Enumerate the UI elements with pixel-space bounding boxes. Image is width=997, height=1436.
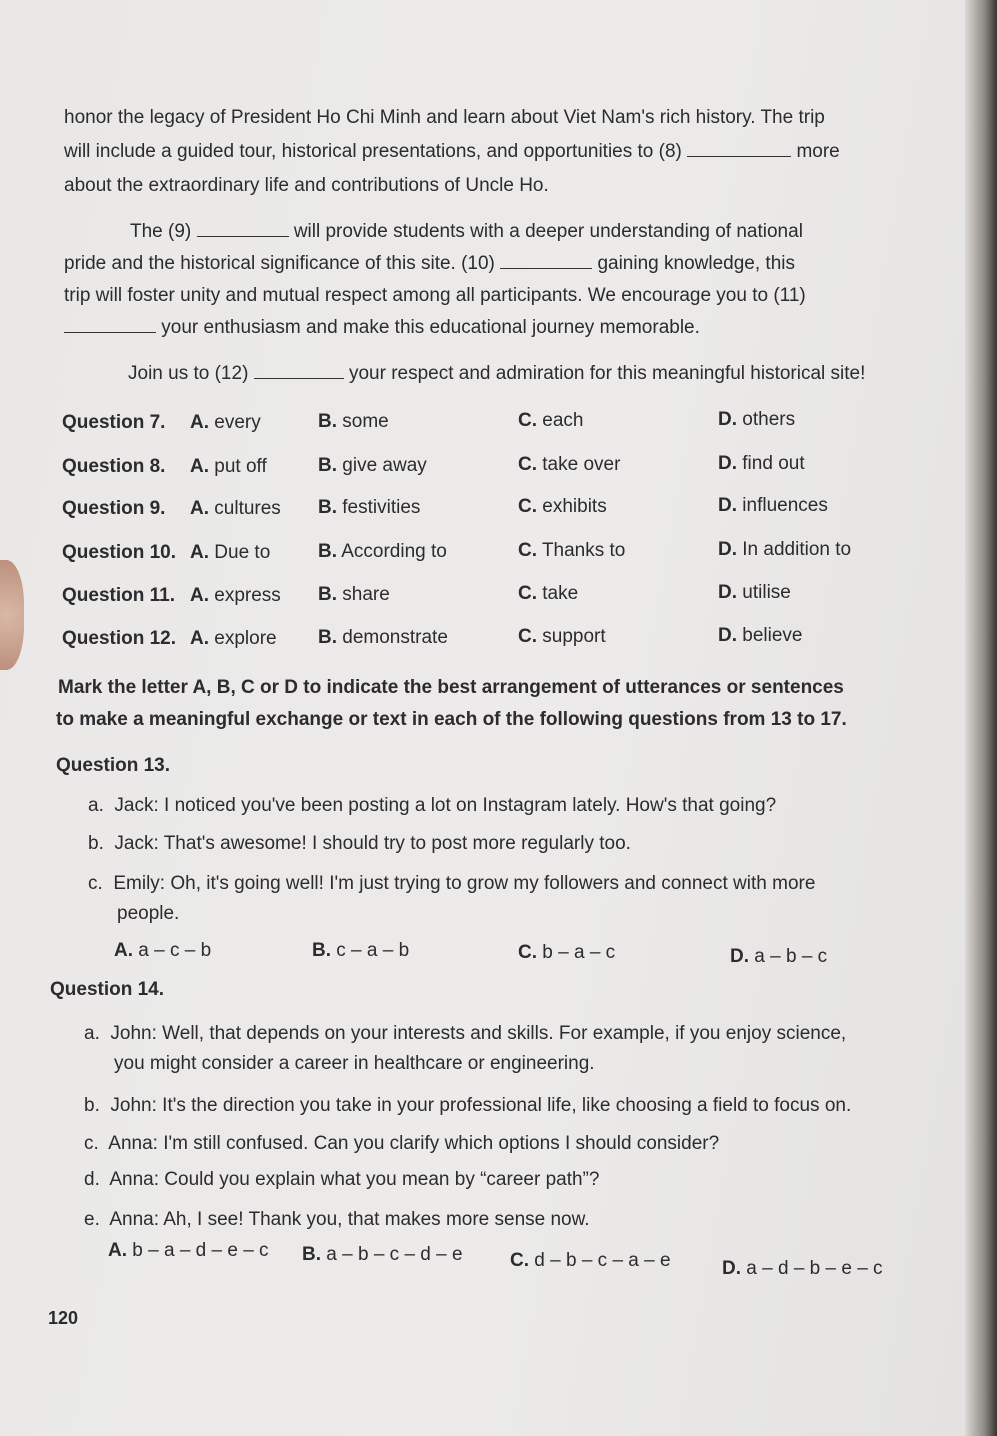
option-text: each [542, 410, 584, 431]
mcq-question-label: Question 10. [62, 542, 177, 563]
option-text: express [214, 585, 281, 606]
mcq-option-c[interactable] [518, 410, 583, 432]
option-text: some [342, 411, 389, 432]
mcq-option-c[interactable] [518, 496, 607, 518]
instruction-line: Mark the letter A, B, C or D to indicate the best arrangement of utterances or sentences [58, 677, 844, 698]
passage-line: trip will foster unity and mutual respect among all participants. We encourage you to (11) [64, 285, 806, 306]
option-letter: D. [718, 495, 737, 516]
mcq-option-d[interactable] [718, 625, 803, 647]
instruction-line: to make a meaningful exchange or text in each of the following questions from 13 to 17. [56, 709, 847, 730]
option-letter: D. [718, 582, 737, 603]
page-edge [965, 0, 997, 1436]
q13-option-a[interactable]: A. a – c – b [114, 940, 212, 961]
mcq-option-a[interactable] [190, 498, 281, 520]
q13-option-d[interactable]: D. a – b – c [730, 946, 828, 967]
mcq-option-d[interactable] [718, 582, 791, 604]
option-letter: A. [190, 585, 209, 606]
option-letter: C. [518, 626, 537, 647]
mcq-question-label: Question 8. [62, 456, 166, 477]
mcq-option-b[interactable] [318, 584, 390, 606]
option-text: According to [341, 541, 447, 562]
q14-option-c[interactable]: C. d – b – c – a – e [510, 1250, 671, 1271]
option-letter: A. [190, 542, 209, 563]
passage-line: honor the legacy of President Ho Chi Minh and learn about Viet Nam's rich history. The trip [64, 107, 825, 128]
q14-item-b: b. John: It's the direction you take in your professional life, like choosing a field to focus on. [84, 1095, 852, 1116]
option-letter: C. [518, 496, 537, 517]
q13-option-b[interactable]: B. c – a – b [312, 940, 410, 961]
option-text: give away [342, 455, 427, 476]
blank-11[interactable] [64, 316, 156, 333]
option-text: others [742, 409, 796, 430]
mcq-question-label: Question 9. [62, 498, 166, 519]
mcq-option-b[interactable] [318, 497, 420, 519]
question-14-label: Question 14. [50, 979, 165, 1000]
page-number: 120 [48, 1308, 79, 1328]
option-letter: A. [190, 498, 209, 519]
option-text: exhibits [542, 496, 607, 517]
q14-item-d: d. Anna: Could you explain what you mean by “career path”? [84, 1169, 600, 1190]
mcq-option-b[interactable] [318, 411, 389, 433]
blank-9[interactable] [197, 220, 289, 237]
option-text: demonstrate [342, 627, 448, 648]
mcq-option-c[interactable] [518, 626, 606, 648]
option-text: find out [742, 453, 805, 474]
mcq-question-label: Question 11. [62, 585, 175, 606]
q13-option-c[interactable]: C. b – a – c [518, 942, 616, 963]
option-text: Due to [214, 542, 271, 563]
passage-line: Join us to (12) your respect and admiration for this meaningful historical site! [128, 363, 866, 384]
option-text: support [542, 626, 606, 647]
passage-line: your enthusiasm and make this educational journey memorable. [64, 316, 700, 340]
q14-item-a: a. John: Well, that depends on your interests and skills. For example, if you enjoy science, [84, 1023, 847, 1044]
mcq-option-d[interactable] [718, 453, 805, 475]
mcq-option-c[interactable] [518, 454, 620, 476]
passage-line: about the extraordinary life and contributions of Uncle Ho. [64, 175, 549, 196]
blank-8[interactable] [687, 140, 791, 157]
option-letter: A. [190, 412, 209, 433]
option-letter: B. [318, 584, 337, 605]
mcq-option-b[interactable] [318, 627, 448, 649]
passage-line: pride and the historical significance of this site. (10) gaining knowledge, this [64, 253, 795, 274]
q14-option-a[interactable]: A. b – a – d – e – c [108, 1240, 269, 1261]
option-text: cultures [214, 498, 281, 519]
option-letter: B. [318, 411, 337, 432]
mcq-option-a[interactable] [190, 456, 267, 478]
q13-item-c: c. Emily: Oh, it's going well! I'm just trying to grow my followers and connect with more [88, 873, 816, 894]
mcq-option-a[interactable] [190, 412, 261, 434]
option-letter: B. [318, 541, 337, 562]
option-letter: A. [190, 628, 209, 649]
option-text: put off [214, 456, 267, 477]
q14-item-a-cont: you might consider a career in healthcare or engineering. [114, 1053, 595, 1074]
q14-option-d[interactable]: D. a – d – b – e – c [722, 1258, 883, 1279]
option-letter: B. [318, 497, 337, 518]
option-text: take [542, 583, 579, 604]
q13-item-a: a. Jack: I noticed you've been posting a lot on Instagram lately. How's that going? [88, 795, 777, 816]
option-text: influences [742, 495, 828, 516]
option-text: share [342, 584, 390, 605]
option-letter: D. [718, 453, 737, 474]
mcq-option-a[interactable] [190, 628, 277, 650]
q13-item-c-cont: people. [117, 903, 180, 924]
passage-line: will include a guided tour, historical presentations, and opportunities to (8) more [64, 141, 840, 162]
q13-item-b: b. Jack: That's awesome! I should try to post more regularly too. [88, 833, 631, 854]
passage-line: The (9) will provide students with a deeper understanding of national [130, 221, 803, 242]
option-letter: D. [718, 539, 737, 560]
option-letter: C. [518, 540, 537, 561]
mcq-option-b[interactable] [318, 455, 427, 477]
question-13-label: Question 13. [56, 755, 171, 776]
mcq-option-d[interactable] [718, 539, 851, 561]
option-letter: B. [318, 455, 337, 476]
option-letter: A. [190, 456, 209, 477]
blank-12[interactable] [254, 362, 344, 379]
option-text: In addition to [742, 539, 852, 560]
mcq-option-c[interactable] [518, 583, 578, 605]
mcq-question-label: Question 12. [62, 628, 177, 649]
mcq-option-c[interactable] [518, 540, 625, 562]
option-text: festivities [342, 497, 421, 518]
option-letter: C. [518, 410, 537, 431]
option-letter: C. [518, 454, 537, 475]
mcq-option-a[interactable] [190, 585, 281, 607]
option-letter: D. [718, 625, 737, 646]
option-text: utilise [742, 582, 791, 603]
option-letter: C. [518, 583, 537, 604]
option-text: believe [742, 625, 803, 646]
mcq-option-d[interactable] [718, 409, 795, 431]
option-text: Thanks to [541, 540, 626, 561]
option-text: explore [214, 628, 277, 649]
blank-10[interactable] [500, 252, 592, 269]
option-text: take over [542, 454, 621, 475]
mcq-option-d[interactable] [718, 495, 828, 517]
option-letter: B. [318, 627, 337, 648]
option-letter: D. [718, 409, 737, 430]
mcq-question-label: Question 7. [62, 412, 166, 433]
mcq-option-b[interactable] [318, 541, 447, 563]
q14-item-e: e. Anna: Ah, I see! Thank you, that makes more sense now. [84, 1209, 590, 1230]
mcq-option-a[interactable] [190, 542, 270, 564]
q14-item-c: c. Anna: I'm still confused. Can you clarify which options I should consider? [84, 1133, 720, 1154]
option-text: every [214, 412, 261, 433]
q14-option-b[interactable]: B. a – b – c – d – e [302, 1244, 463, 1265]
